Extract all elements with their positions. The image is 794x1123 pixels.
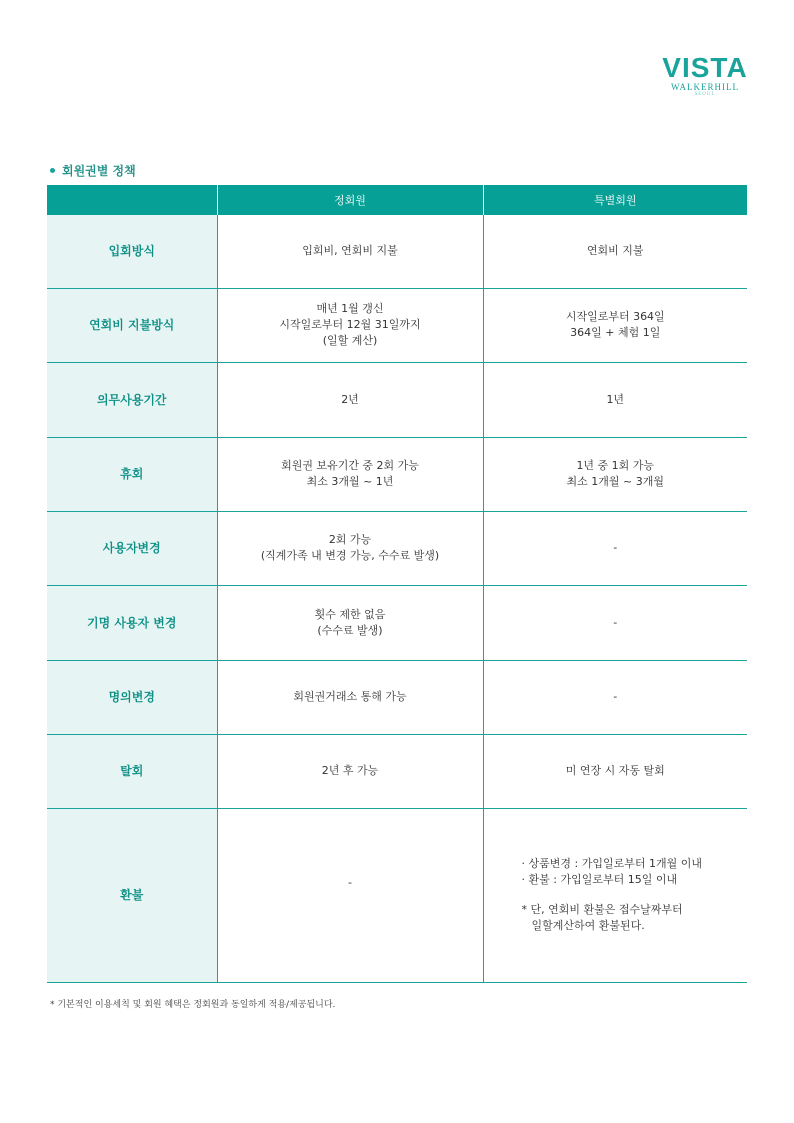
regular-cell: 2년 후 가능: [217, 734, 483, 808]
row-label: 탈회: [47, 734, 217, 808]
header-regular-member: 정회원: [217, 185, 483, 215]
row-label: 사용자변경: [47, 511, 217, 585]
row-label: 연회비 지불방식: [47, 288, 217, 362]
regular-cell: 2회 가능 (직계가족 내 변경 가능, 수수료 발생): [217, 511, 483, 585]
table-row: [47, 288, 747, 362]
refund-line: · 환불 : 가입일로부터 15일 이내: [521, 873, 678, 886]
row-label: 환불: [47, 808, 217, 982]
table-row: [47, 808, 747, 982]
refund-line: · 상품변경 : 가입일로부터 1개월 이내: [521, 857, 702, 870]
special-cell: -: [483, 511, 747, 585]
section-title-text: 회원권별 정책: [62, 164, 136, 178]
vista-walkerhill-logo: [660, 54, 750, 98]
special-cell: 미 연장 시 자동 탈회: [483, 734, 747, 808]
row-label: 의무사용기간: [47, 362, 217, 437]
table-row: [47, 511, 747, 585]
row-label: 기명 사용자 변경: [47, 585, 217, 660]
membership-policy-table: [47, 185, 747, 983]
regular-cell: 회원권 보유기간 중 2회 가능 최소 3개월 ~ 1년: [217, 437, 483, 511]
table-row: [47, 585, 747, 660]
regular-cell: 매년 1월 갱신 시작일로부터 12월 31일까지 (일할 계산): [217, 288, 483, 362]
regular-cell: 횟수 제한 없음 (수수료 발생): [217, 585, 483, 660]
special-cell: 1년 중 1회 가능 최소 1개월 ~ 3개월: [483, 437, 747, 511]
refund-note: * 단, 연회비 환불은 접수날짜부터: [521, 903, 683, 916]
table-row: [47, 660, 747, 734]
row-label: 입회방식: [47, 215, 217, 288]
regular-cell: 2년: [217, 362, 483, 437]
header-empty: [47, 185, 217, 215]
logo-location: SEOUL: [694, 92, 716, 97]
special-cell: 연회비 지불: [483, 215, 747, 288]
special-cell: 1년: [483, 362, 747, 437]
logo-wordmark: VISTA: [662, 52, 748, 83]
table-header-row: [47, 185, 747, 215]
row-label: 휴회: [47, 437, 217, 511]
table-row: [47, 215, 747, 288]
special-cell: -: [483, 585, 747, 660]
regular-cell: 회원권거래소 통해 가능: [217, 660, 483, 734]
refund-note: 일할계산하여 환불된다.: [531, 919, 645, 932]
footnote: * 기본적인 이용세칙 및 회원 혜택은 정회원과 동일하게 적용/제공됩니다.: [50, 1000, 336, 1010]
table-row: [47, 362, 747, 437]
table-row: [47, 437, 747, 511]
refund-special-cell: [483, 808, 747, 982]
row-label: 명의변경: [47, 660, 217, 734]
section-title: [50, 162, 136, 179]
logo-subtitle: WALKERHILL: [671, 82, 739, 92]
bullet-icon: [50, 168, 55, 173]
regular-cell: 입회비, 연회비 지불: [217, 215, 483, 288]
header-special-member: 특별회원: [483, 185, 747, 215]
special-cell: 시작일로부터 364일 364일 + 체험 1일: [483, 288, 747, 362]
table-row: [47, 734, 747, 808]
regular-cell: -: [217, 808, 483, 982]
special-cell: -: [483, 660, 747, 734]
